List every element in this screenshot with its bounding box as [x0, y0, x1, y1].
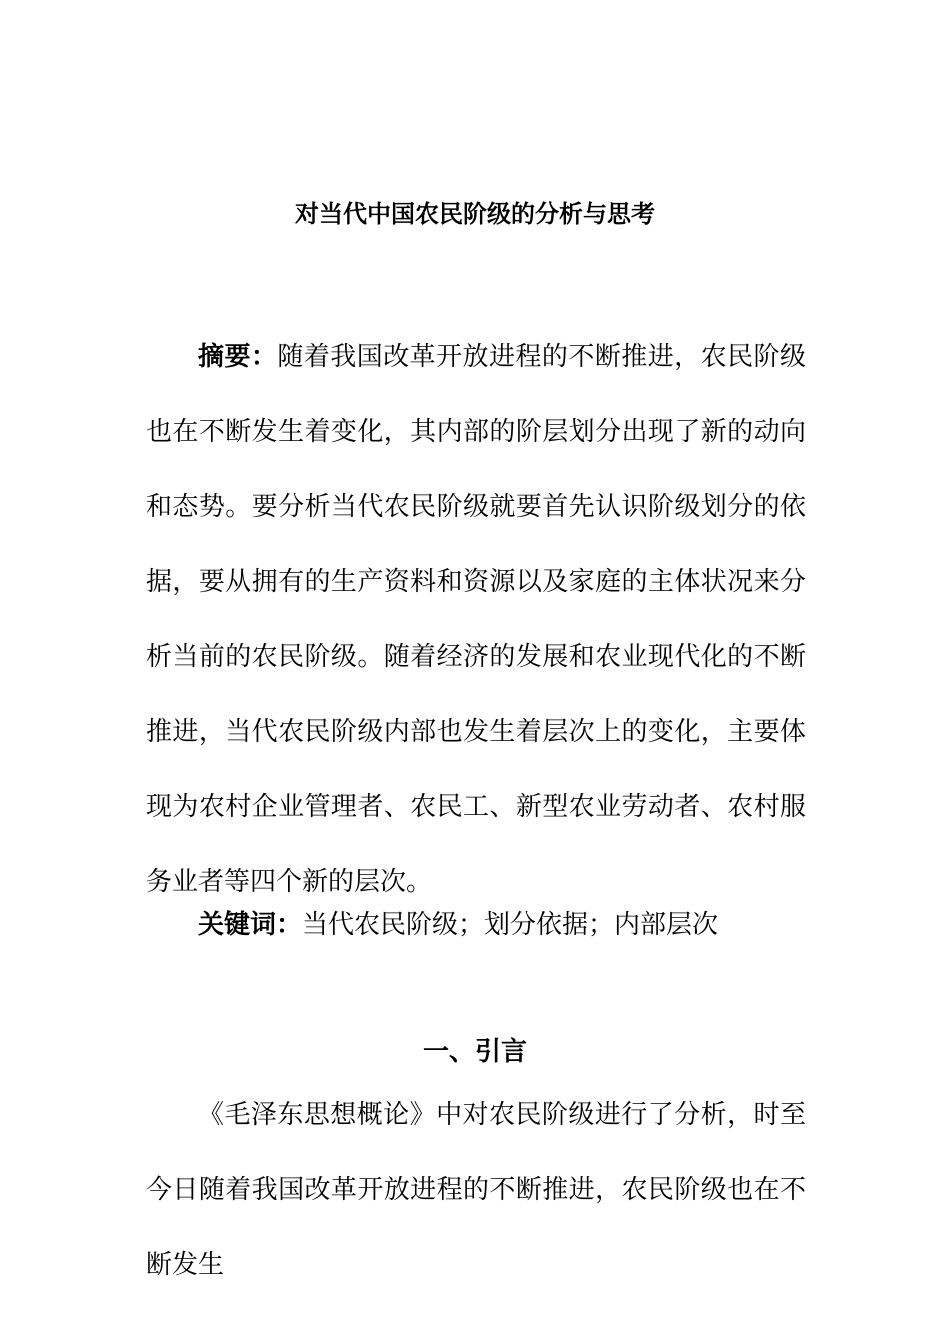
section-heading-introduction: 一、引言 [422, 1037, 527, 1067]
keywords-label: 关键词： [198, 910, 303, 940]
abstract-paragraph [146, 320, 806, 920]
keywords-text: 当代农民阶级；划分依据；内部层次 [302, 910, 719, 940]
document-title: 对当代中国农民阶级的分析与思考 [295, 200, 655, 228]
introduction-paragraph: 《毛泽东思想概论》中对农民阶级进行了分析，时至今日随着我国改革开放进程的不断推进，农民阶级也在不断发生 [146, 1100, 806, 1280]
abstract-text: 随着我国改革开放进程的不断推进，农民阶级也在不断发生着变化，其内部的阶层划分出现了新的动向和态势。要分析当代农民阶级就要首先认识阶级划分的依据，要从拥有的生产资料和资源以及家庭的主体状况来分析当前的农民阶级。随着经济的发展和农业现代化的不断推进，当代农民阶级内部也发生着层次上的变化，主要体现为农村企业管理者、农民工、新型农业劳动者、农村服务业者等四个新的层次。 [146, 342, 806, 897]
keywords-paragraph [146, 900, 806, 950]
abstract-label: 摘要： [198, 342, 278, 372]
